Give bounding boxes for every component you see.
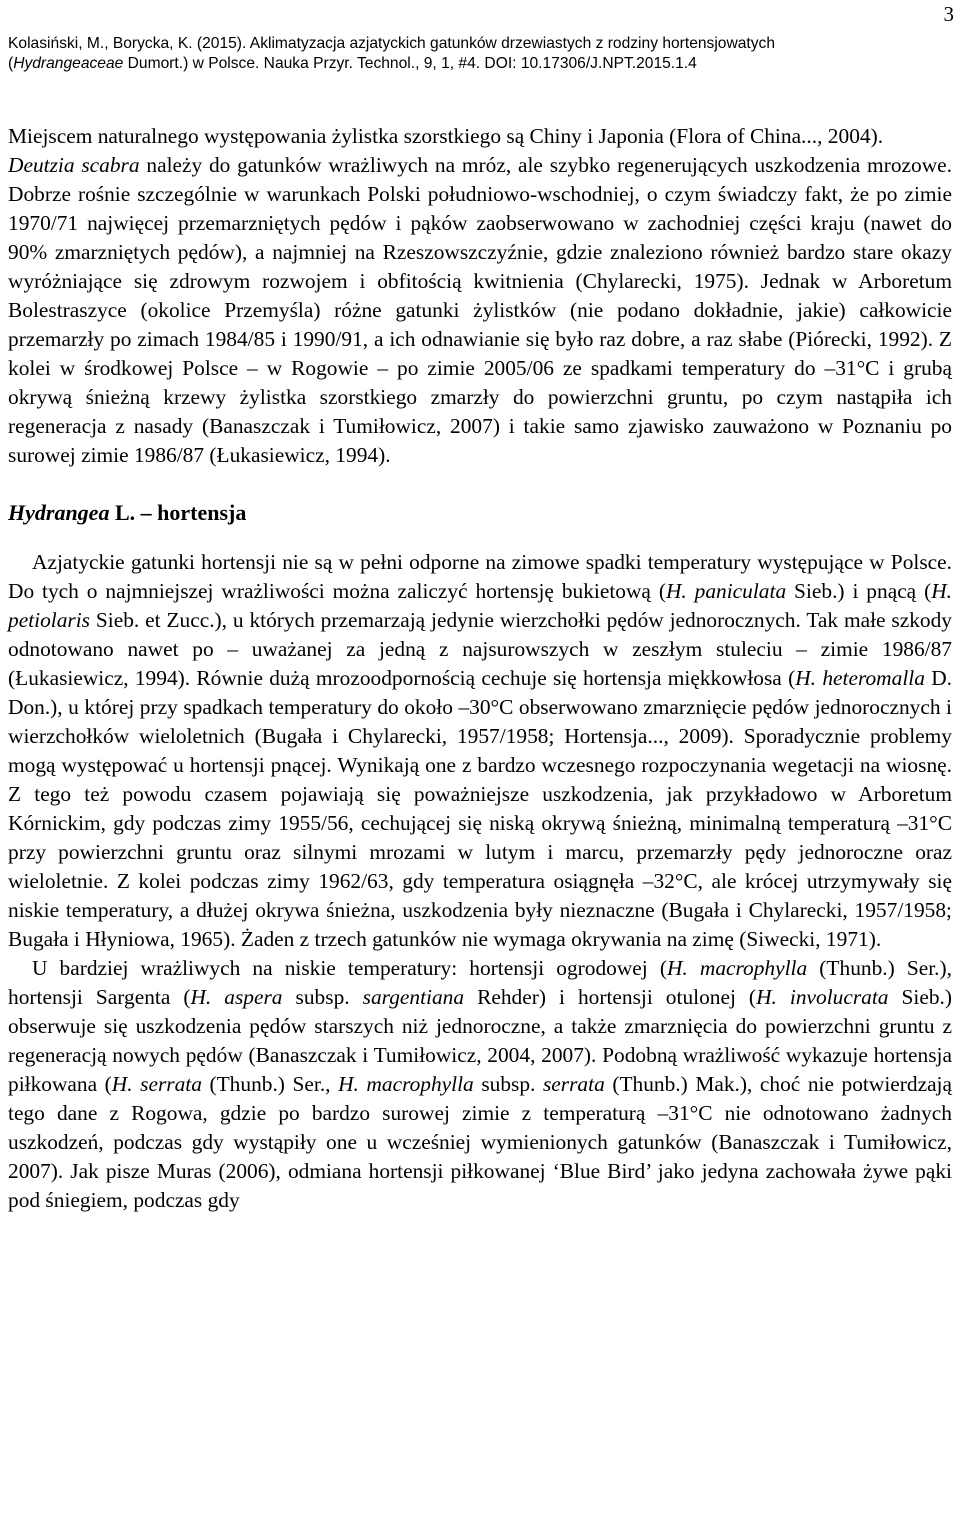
citation-line-1: Kolasiński, M., Borycka, K. (2015). Aklimatyzacja azjatyckich gatunków drzewiastych z rodziny hortensjowatych (8, 35, 776, 52)
article-body (8, 122, 952, 1215)
family-name: Hydrangeaceae (13, 55, 124, 72)
paragraph-hydrangea-1: Azjatyckie gatunki hortensji nie są w pełni odporne na zimowe spadki temperatury występujące w Polsce. Do tych o najmniejszej wrażliwości można zaliczyć hortensję bukietową (H. paniculata Sieb.) i pnącą (H. petiolaris Sieb. et Zucc.), u których przemarzają jedynie wierzchołki pędów jednorocznych. Tak małe szkody odnotowano nawet po – uważanej za jedną z najsurowszych w zeszłym stuleciu – zimie 1986/87 (Łukasiewicz, 1994). Równie dużą mrozoodpornością cechuje się hortensja miękkowłosa (H. heteromalla D. Don.), u której przy spadkach temperatury do około –30°C obserwowano zmarznięcie pędów jednorocznych i wierzchołków wieloletnich (Bugała i Chylarecki, 1957/1958; Hortensja..., 2009). Sporadycznie problemy mogą występować u hortensji pnącej. Wynikają one z bardzo wczesnego rozpoczynania wegetacji na wiosnę. Z tego też powodu czasem pojawiają się poważniejsze uszkodzenia, jak przykładowo w Arboretum Kórnickim, gdy podczas zimy 1955/56, cechującej się niską okrywą śnieżną, minimalną temperaturą –31°C przy powierzchni gruntu oraz silnymi mrozami w lutym i marcu, przemarzły pędy jednoroczne oraz wieloletnie. Z kolei podczas zimy 1962/63, gdy temperatura osiągnęła –32°C, ale krócej utrzymywały się niskie temperatury, a dłużej okrywa śnieżna, uszkodzenia były nieznaczne (Bugała i Chylarecki, 1957/1958; Bugała i Hłyniowa, 1965). Żaden z trzech gatunków nie wymaga okrywania na zimę (Siwecki, 1971). (8, 550, 953, 951)
paragraph-hydrangea-2: U bardziej wrażliwych na niskie temperatury: hortensji ogrodowej (H. macrophylla (Thunb.) Ser.), hortensji Sargenta (H. aspera subsp. sargentiana Rehder) i hortensji otulonej (H. involucrata Sieb.) obserwuje się uszkodzenia pędów starszych niż jednoroczne, a także zmarznięcia do powierzchni gruntu z regeneracją nowych pędów (Banaszczak i Tumiłowicz, 2004, 2007). Podobną wrażliwość wykazuje hortensja piłkowana (H. serrata (Thunb.) Ser., H. macrophylla subsp. serrata (Thunb.) Mak.), choć nie potwierdzają tego dane z Rogowa, gdzie po bardzo surowej zimie z temperaturą –31°C nie odnotowano żadnych uszkodzeń, podczas gdy wystąpiły one u wcześniej wymienionych gatunków (Banaszczak i Tumiłowicz, 2007). Jak pisze Muras (2006), odmiana hortensji piłkowanej ‘Blue Bird’ jako jedyna zachowała żywe pąki pod śniegiem, podczas gdy (8, 956, 953, 1212)
section-heading: Hydrangea L. – hortensja (8, 500, 247, 525)
species-name: Deutzia scabra (8, 153, 140, 177)
paragraph-deutzia: Deutzia scabra należy do gatunków wrażliwych na mróz, ale szybko regenerujących uszkodzenia mrozowe. Dobrze rośnie szczególnie w warunkach Polski południowo-wschodniej, o czym świadczy fakt, że po zimie 1970/71 najwięcej przemarzniętych pędów i pąków zaobserwowano w zachodniej części kraju (nawet do 90% zmarzniętych pędów), a najmniej na Rzeszowszczyźnie, gdzie znaleziono również bardzo stare okazy wyróżniające się zdrowym rozwojem i obfitością kwitnienia (Chylarecki, 1975). Jednak w Arboretum Bolestraszyce (okolice Przemyśla) różne gatunki żylistków (nie podano dokładnie, jakie) całkowicie przemarzły po zimach 1984/85 i 1990/91, a ich odnawianie się było raz dobre, a raz słabe (Piórecki, 1992). Z kolei w środkowej Polsce – w Rogowie – po zimie 2005/06 ze spadkami temperatury do –31°C i grubą okrywą śnieżną krzewy żylistka szorstkiego zmarzły do powierzchni gruntu, po czym nastąpiła ich regeneracja z nasady (Banaszczak i Tumiłowicz, 2007) i takie samo zjawisko zauważono w Poznaniu po surowej zimie 1986/87 (Łukasiewicz, 1994). (8, 153, 952, 467)
citation-header (8, 34, 952, 74)
citation-line-2: (Hydrangeaceae Dumort.) w Polsce. Nauka Przyr. Technol., 9, 1, #4. DOI: 10.17306/J.NPT.2015.1.4 (8, 55, 697, 72)
paragraph-native-range: Miejscem naturalnego występowania żylistka szorstkiego są Chiny i Japonia (Flora of China..., 2004). (8, 124, 884, 148)
page-number: 3 (943, 2, 954, 26)
